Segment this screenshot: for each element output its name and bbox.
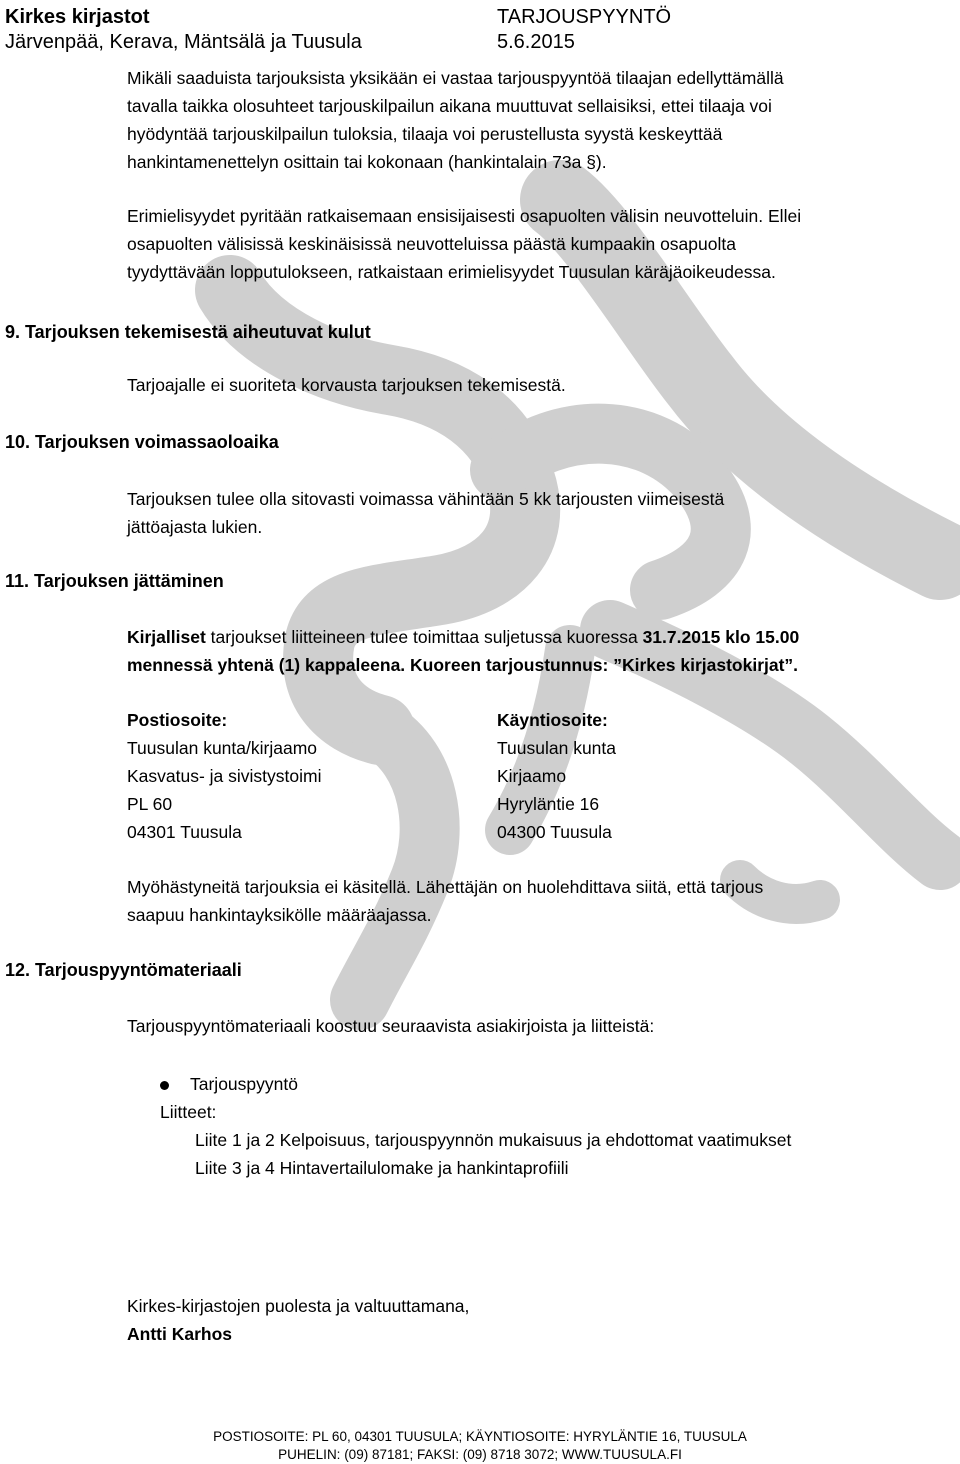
signature-name: Antti Karhos [127, 1324, 232, 1344]
postal-address-line: PL 60 [127, 794, 173, 814]
submission-bold-written: Kirjalliset [127, 627, 206, 647]
section-12-intro: Tarjouspyyntömateriaali koostuu seuraavista asiakirjoista ja liitteistä: [127, 1016, 655, 1036]
bullet-text: Tarjouspyyntö [190, 1074, 298, 1094]
submission-deadline: 31.7.2015 klo 15.00 [642, 627, 800, 647]
section-10-line: jättöajasta lukien. [127, 517, 263, 537]
section-10-heading: 10. Tarjouksen voimassaoloaika [5, 432, 279, 452]
postal-address [127, 706, 322, 846]
attachments-list [195, 1126, 791, 1182]
visiting-address-line: Tuusulan kunta [497, 738, 617, 758]
bullet-icon [160, 1081, 169, 1090]
postal-address-line: 04301 Tuusula [127, 822, 242, 842]
postal-address-line: Tuusulan kunta/kirjaamo [127, 738, 318, 758]
section-10-text [127, 485, 724, 541]
footer-contact: PUHELIN: (09) 87181; FAKSI: (09) 8718 3072; WWW.TUUSULA.FI [278, 1447, 682, 1462]
intro-line: Mikäli saaduista tarjouksista yksikään ei vastaa tarjouspyyntöä tilaajan edellyttämällä [127, 68, 784, 88]
postal-address-label: Postiosoite: [127, 710, 228, 730]
bullet-list-item [160, 1070, 298, 1098]
intro-paragraph [127, 64, 784, 176]
dispute-line: osapuolten välisissä keskinäisissä neuvotteluissa päästä kumpaakin osapuolta [127, 234, 736, 254]
submission-line-1 [127, 623, 799, 651]
submission-paragraph [127, 623, 799, 679]
late-offers-line: Myöhästyneitä tarjouksia ei käsitellä. Lähettäjän on huolehdittava siitä, että tarjous [127, 877, 764, 897]
postal-address-line: Kasvatus- ja sivistystoimi [127, 766, 322, 786]
late-offers-line: saapuu hankintayksikölle määräajassa. [127, 905, 432, 925]
header-date: 5.6.2015 [497, 31, 575, 53]
submission-line-2: mennessä yhtenä (1) kappaleena. Kuoreen tarjoustunnus: ”Kirkes kirjastokirjat”. [127, 655, 799, 675]
dispute-line: tyydyttävään lopputulokseen, ratkaistaan erimielisyydet Tuusulan käräjäoikeudessa. [127, 262, 776, 282]
section-10-line: Tarjouksen tulee olla sitovasti voimassa vähintään 5 kk tarjousten viimeisestä [127, 489, 725, 509]
signature-block [127, 1292, 469, 1348]
header-org: Kirkes kirjastot [5, 6, 150, 28]
visiting-address-line: Kirjaamo [497, 766, 567, 786]
intro-line: tavalla taikka olosuhteet tarjouskilpailun aikana muuttuvat sellaisiksi, ettei tilaaja voi [127, 96, 772, 116]
dispute-paragraph [127, 202, 801, 286]
header-doc-type: TARJOUSPYYNTÖ [497, 6, 672, 28]
visiting-address-line: Hyryläntie 16 [497, 794, 600, 814]
section-12-heading: 12. Tarjouspyyntömateriaali [5, 960, 242, 980]
attachments-label: Liitteet: [160, 1102, 217, 1122]
submission-text: tarjoukset liitteineen tulee toimittaa suljetussa kuoressa [205, 627, 643, 647]
visiting-address-line: 04300 Tuusula [497, 822, 612, 842]
intro-line: hankintamenettelyn osittain tai kokonaan (hankintalain 73a §). [127, 152, 607, 172]
section-11-heading: 11. Tarjouksen jättäminen [5, 571, 224, 591]
visiting-address-label: Käyntiosoite: [497, 710, 608, 730]
header-municipalities: Järvenpää, Kerava, Mäntsälä ja Tuusula [5, 31, 362, 53]
section-9-heading: 9. Tarjouksen tekemisestä aiheutuvat kulut [5, 322, 371, 342]
intro-line: hyödyntää tarjouskilpailun tuloksia, tilaaja voi perustellusta syystä keskeyttää [127, 124, 723, 144]
section-9-text: Tarjoajalle ei suoriteta korvausta tarjouksen tekemisestä. [127, 375, 566, 395]
late-offers-note [127, 873, 763, 929]
dispute-line: Erimielisyydet pyritään ratkaisemaan ensisijaisesti osapuolten välisin neuvotteluin. Ellei [127, 206, 802, 226]
signature-on-behalf: Kirkes-kirjastojen puolesta ja valtuuttamana, [127, 1296, 470, 1316]
visiting-address [497, 706, 616, 846]
attachment-item: Liite 1 ja 2 Kelpoisuus, tarjouspyynnön mukaisuus ja ehdottomat vaatimukset [195, 1130, 792, 1150]
footer-address: POSTIOSOITE: PL 60, 04301 TUUSULA; KÄYNTIOSOITE: HYRYLÄNTIE 16, TUUSULA [213, 1429, 747, 1444]
attachment-item: Liite 3 ja 4 Hintavertailulomake ja hankintaprofiili [195, 1158, 569, 1178]
